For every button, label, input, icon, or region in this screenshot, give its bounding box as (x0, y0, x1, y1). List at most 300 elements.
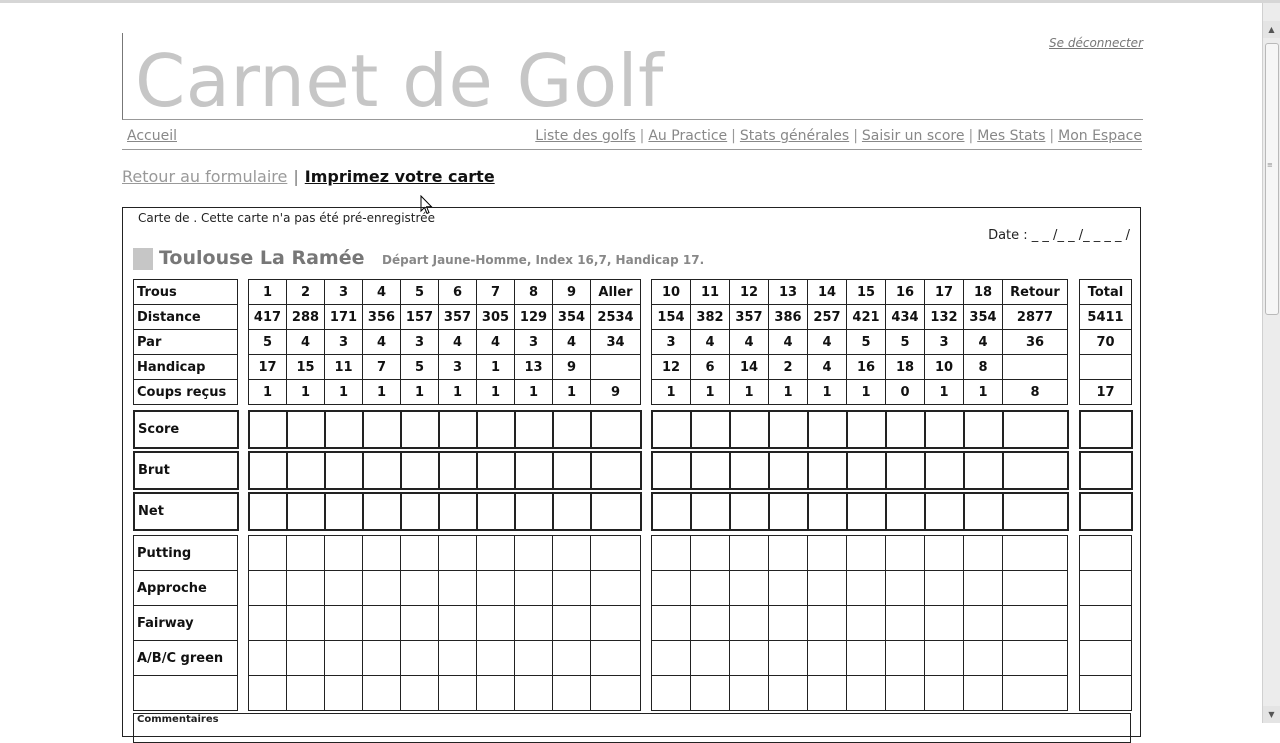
stat-cell[interactable] (363, 571, 401, 606)
entry-cell[interactable] (1003, 493, 1068, 530)
hole-cell: 5 (401, 355, 439, 380)
entry-row (134, 452, 238, 489)
stat-cell[interactable] (730, 641, 769, 676)
entry-cell[interactable] (1080, 411, 1132, 448)
stat-row (134, 571, 238, 606)
hole-cell: 4 (287, 330, 325, 355)
row-label: Approche (134, 571, 238, 606)
stat-cell[interactable] (925, 606, 964, 641)
entry-cell[interactable] (847, 452, 886, 489)
entry-cell[interactable] (287, 452, 325, 489)
info-row (1080, 305, 1132, 330)
hole-cell: 1 (439, 380, 477, 405)
stat-cell[interactable] (730, 571, 769, 606)
stat-cell[interactable] (325, 676, 363, 711)
stat-cell[interactable] (1080, 641, 1132, 676)
stat-cell[interactable] (363, 641, 401, 676)
stat-cell[interactable] (515, 676, 553, 711)
entry-cell[interactable] (401, 452, 439, 489)
stat-row (652, 571, 1068, 606)
stat-cell[interactable] (769, 571, 808, 606)
back-to-form-link[interactable]: Retour au formulaire (122, 167, 288, 186)
stat-cell[interactable] (515, 536, 553, 571)
stat-cell[interactable] (808, 571, 847, 606)
scrollbar-thumb[interactable] (1265, 43, 1279, 315)
stat-cell[interactable] (1003, 536, 1068, 571)
nav-golf-list[interactable]: Liste des golfs (535, 128, 636, 144)
stat-cell[interactable] (847, 641, 886, 676)
entry-cell[interactable] (515, 452, 553, 489)
entry-cell[interactable] (769, 452, 808, 489)
entry-cell[interactable] (401, 411, 439, 448)
hole-cell: 4 (808, 330, 847, 355)
stat-cell[interactable] (808, 641, 847, 676)
scorecard-table-label (133, 410, 239, 449)
entry-cell[interactable] (808, 411, 847, 448)
nav-home[interactable]: Accueil (127, 128, 177, 144)
stat-row (134, 641, 238, 676)
stat-cell[interactable] (730, 606, 769, 641)
stat-cell[interactable] (808, 536, 847, 571)
stat-cell[interactable] (925, 641, 964, 676)
info-row (134, 280, 238, 305)
hole-cell: 1 (691, 380, 730, 405)
stat-cell[interactable] (363, 606, 401, 641)
stat-cell[interactable] (325, 571, 363, 606)
entry-row (249, 452, 641, 489)
row-label: Coups reçus (134, 380, 238, 405)
entry-cell[interactable] (553, 452, 591, 489)
hole-cell: 5 (847, 330, 886, 355)
stat-cell[interactable] (553, 606, 591, 641)
entry-cell[interactable] (325, 411, 363, 448)
hole-cell: 2 (769, 355, 808, 380)
hole-cell: 157 (401, 305, 439, 330)
entry-cell[interactable] (249, 493, 287, 530)
entry-cell[interactable] (847, 493, 886, 530)
info-row (652, 305, 1068, 330)
stat-cell[interactable] (553, 536, 591, 571)
entry-cell[interactable] (1080, 452, 1132, 489)
stat-cell[interactable] (439, 676, 477, 711)
stat-cell[interactable] (886, 641, 925, 676)
entry-cell[interactable] (287, 493, 325, 530)
info-row (652, 355, 1068, 380)
scorecard-table-total (1079, 410, 1133, 449)
nav-links (535, 128, 1142, 144)
entry-cell[interactable] (363, 493, 401, 530)
hole-cell: 4 (691, 330, 730, 355)
stat-cell[interactable] (925, 676, 964, 711)
stat-cell[interactable] (363, 676, 401, 711)
stat-cell[interactable] (691, 571, 730, 606)
scorecard-table-back (651, 451, 1069, 490)
stat-cell[interactable] (287, 676, 325, 711)
stat-cell[interactable] (249, 536, 287, 571)
entry-cell[interactable] (964, 411, 1003, 448)
entry-cell[interactable] (691, 493, 730, 530)
stat-cell[interactable] (401, 676, 439, 711)
hole-cell: 4 (808, 355, 847, 380)
hole-cell: 305 (477, 305, 515, 330)
card-date: Date : _ _ /_ _ /_ _ _ _ / (988, 228, 1130, 243)
entry-cell[interactable] (964, 452, 1003, 489)
stat-cell[interactable] (964, 676, 1003, 711)
stat-cell[interactable] (325, 606, 363, 641)
entry-cell[interactable] (730, 411, 769, 448)
hole-cell: 288 (287, 305, 325, 330)
stat-cell[interactable] (363, 536, 401, 571)
entry-cell[interactable] (249, 452, 287, 489)
stat-cell[interactable] (652, 641, 691, 676)
stat-row (1080, 571, 1132, 606)
card-intro: Carte de . Cette carte n'a pas été pré-enregistrée (138, 211, 435, 225)
entry-cell[interactable] (477, 411, 515, 448)
entry-cell[interactable] (439, 411, 477, 448)
stat-cell[interactable] (691, 536, 730, 571)
entry-cell[interactable] (886, 452, 925, 489)
hole-cell: 7 (363, 355, 401, 380)
info-row (249, 355, 641, 380)
stat-cell[interactable] (847, 571, 886, 606)
entry-row (134, 411, 238, 448)
stat-cell[interactable] (287, 641, 325, 676)
entry-cell[interactable] (591, 493, 641, 530)
hole-cell: 1 (401, 380, 439, 405)
in-total-cell: 2877 (1003, 305, 1068, 330)
stat-cell[interactable] (477, 606, 515, 641)
info-row (652, 330, 1068, 355)
scorecard-table-total (1079, 451, 1133, 490)
entry-cell[interactable] (515, 493, 553, 530)
stat-row (134, 606, 238, 641)
hole-cell: 6 (439, 280, 477, 305)
out-total-cell: Aller (591, 280, 641, 305)
stat-cell[interactable] (591, 571, 641, 606)
stat-cell[interactable] (652, 536, 691, 571)
stat-cell[interactable] (925, 571, 964, 606)
entry-cell[interactable] (325, 493, 363, 530)
stat-cell[interactable] (439, 571, 477, 606)
entry-cell[interactable] (808, 452, 847, 489)
stat-cell[interactable] (553, 641, 591, 676)
entry-cell[interactable] (401, 493, 439, 530)
entry-row (1080, 411, 1132, 448)
stat-cell[interactable] (287, 606, 325, 641)
stat-cell[interactable] (439, 606, 477, 641)
scorecard-table-label (133, 535, 238, 711)
stat-row (652, 536, 1068, 571)
stat-cell[interactable] (553, 676, 591, 711)
nav-general-stats[interactable]: Stats générales (739, 128, 850, 144)
hole-cell: 3 (652, 330, 691, 355)
hole-cell: 16 (847, 355, 886, 380)
entry-cell[interactable] (591, 452, 641, 489)
stat-cell[interactable] (553, 571, 591, 606)
entry-cell[interactable] (652, 411, 691, 448)
entry-cell[interactable] (925, 452, 964, 489)
row-label: Handicap (134, 355, 238, 380)
in-total-cell (1003, 355, 1068, 380)
stat-cell[interactable] (847, 536, 886, 571)
scorecard-table-front (248, 492, 642, 531)
stat-cell[interactable] (886, 676, 925, 711)
stat-cell[interactable] (691, 606, 730, 641)
entry-cell[interactable] (591, 411, 641, 448)
scorecard-table-label (133, 492, 239, 531)
stat-cell[interactable] (808, 676, 847, 711)
stat-cell[interactable] (287, 571, 325, 606)
entry-cell[interactable] (691, 411, 730, 448)
info-row (1080, 330, 1132, 355)
hole-cell: 1 (363, 380, 401, 405)
entry-cell[interactable] (964, 493, 1003, 530)
entry-cell[interactable] (769, 493, 808, 530)
hole-cell: 257 (808, 305, 847, 330)
info-row (652, 380, 1068, 405)
stat-cell[interactable] (1003, 571, 1068, 606)
logout-link[interactable]: Se déconnecter (1049, 36, 1143, 50)
course-marker (133, 248, 153, 270)
hole-cell: 3 (401, 330, 439, 355)
stat-cell[interactable] (1080, 571, 1132, 606)
entry-cell[interactable] (439, 493, 477, 530)
stat-cell[interactable] (249, 641, 287, 676)
entry-row (134, 493, 238, 530)
hole-cell: 4 (553, 330, 591, 355)
stat-cell[interactable] (808, 606, 847, 641)
nav-separator: | (731, 128, 736, 144)
stat-row (249, 536, 641, 571)
info-row (249, 305, 641, 330)
hole-cell: 15 (847, 280, 886, 305)
entry-cell[interactable] (925, 411, 964, 448)
stat-cell[interactable] (249, 676, 287, 711)
browser-scrollbar[interactable] (1262, 3, 1280, 723)
entry-cell[interactable] (553, 411, 591, 448)
stat-cell[interactable] (964, 536, 1003, 571)
hole-cell: 13 (515, 355, 553, 380)
entry-cell[interactable] (925, 493, 964, 530)
scorecard-table-total (1079, 492, 1133, 531)
entry-cell[interactable] (287, 411, 325, 448)
entry-cell[interactable] (363, 452, 401, 489)
stat-cell[interactable] (886, 606, 925, 641)
entry-cell[interactable] (652, 493, 691, 530)
stat-cell[interactable] (515, 571, 553, 606)
hole-cell: 132 (925, 305, 964, 330)
hole-cell: 386 (769, 305, 808, 330)
stat-cell[interactable] (652, 606, 691, 641)
stat-cell[interactable] (886, 571, 925, 606)
hole-cell: 2 (287, 280, 325, 305)
stat-cell[interactable] (325, 641, 363, 676)
stat-cell[interactable] (691, 641, 730, 676)
stat-cell[interactable] (730, 676, 769, 711)
entry-cell[interactable] (553, 493, 591, 530)
hole-cell: 356 (363, 305, 401, 330)
hole-cell: 1 (808, 380, 847, 405)
hole-cell: 1 (249, 280, 287, 305)
info-row (249, 380, 641, 405)
info-row (134, 355, 238, 380)
stat-cell[interactable] (847, 676, 886, 711)
stat-cell[interactable] (1080, 536, 1132, 571)
stat-row (652, 606, 1068, 641)
entry-cell[interactable] (847, 411, 886, 448)
hole-cell: 421 (847, 305, 886, 330)
stat-cell[interactable] (287, 536, 325, 571)
hole-cell: 17 (925, 280, 964, 305)
hole-cell: 1 (925, 380, 964, 405)
stat-cell[interactable] (847, 606, 886, 641)
stat-cell[interactable] (691, 676, 730, 711)
scorecard-table-back (651, 410, 1069, 449)
entry-cell[interactable] (886, 493, 925, 530)
nav-practice[interactable]: Au Practice (648, 128, 728, 144)
entry-row (652, 493, 1068, 530)
scorecard-table-label (133, 451, 239, 490)
stat-cell[interactable] (591, 536, 641, 571)
entry-cell[interactable] (730, 493, 769, 530)
subnav-separator: | (293, 167, 299, 186)
stat-cell[interactable] (401, 606, 439, 641)
entry-cell[interactable] (652, 452, 691, 489)
stat-cell[interactable] (515, 641, 553, 676)
stat-cell[interactable] (769, 536, 808, 571)
out-total-cell: 2534 (591, 305, 641, 330)
stat-cell[interactable] (925, 536, 964, 571)
row-label: Putting (134, 536, 238, 571)
stat-cell[interactable] (439, 641, 477, 676)
scroll-down-icon[interactable]: ▼ (1263, 706, 1280, 723)
hole-cell: 1 (553, 380, 591, 405)
stat-cell[interactable] (477, 571, 515, 606)
stat-cell[interactable] (964, 606, 1003, 641)
site-title: Carnet de Golf (135, 39, 664, 123)
entry-cell[interactable] (249, 411, 287, 448)
scroll-grip-icon: ≡ (1267, 161, 1273, 169)
grand-total-cell: Total (1080, 280, 1132, 305)
grand-total-cell: 5411 (1080, 305, 1132, 330)
entry-cell[interactable] (439, 452, 477, 489)
hole-cell: 14 (730, 355, 769, 380)
stat-cell[interactable] (964, 641, 1003, 676)
stat-cell[interactable] (1080, 606, 1132, 641)
info-row (249, 330, 641, 355)
entry-row (249, 493, 641, 530)
hole-cell: 1 (515, 380, 553, 405)
entry-row (652, 411, 1068, 448)
stat-cell[interactable] (591, 676, 641, 711)
stat-cell[interactable] (886, 536, 925, 571)
stat-cell[interactable] (964, 571, 1003, 606)
stat-cell[interactable] (401, 641, 439, 676)
entry-cell[interactable] (1003, 411, 1068, 448)
stat-cell[interactable] (1003, 676, 1068, 711)
stat-cell[interactable] (1080, 676, 1132, 711)
hole-cell: 9 (553, 280, 591, 305)
hole-cell: 3 (325, 330, 363, 355)
stat-cell[interactable] (652, 571, 691, 606)
stat-cell[interactable] (730, 536, 769, 571)
hole-cell: 4 (730, 330, 769, 355)
stat-cell[interactable] (401, 536, 439, 571)
print-card-link[interactable]: Imprimez votre carte (304, 167, 495, 186)
in-total-cell: 8 (1003, 380, 1068, 405)
stat-cell[interactable] (439, 536, 477, 571)
stat-cell[interactable] (515, 606, 553, 641)
grand-total-cell: 70 (1080, 330, 1132, 355)
stat-cell[interactable] (1003, 606, 1068, 641)
comments-box: Commentaires (133, 713, 1131, 743)
stat-cell[interactable] (477, 641, 515, 676)
stat-cell[interactable] (591, 641, 641, 676)
stat-row (134, 676, 238, 711)
stat-cell[interactable] (249, 606, 287, 641)
row-label: Score (134, 411, 238, 448)
course-info: Départ Jaune-Homme, Index 16,7, Handicap 17. (382, 253, 705, 267)
stat-cell[interactable] (652, 676, 691, 711)
nav-enter-score[interactable]: Saisir un score (861, 128, 965, 144)
nav-my-stats[interactable]: Mes Stats (977, 128, 1046, 144)
entry-cell[interactable] (730, 452, 769, 489)
stat-cell[interactable] (477, 676, 515, 711)
hole-cell: 10 (925, 355, 964, 380)
entry-cell[interactable] (1003, 452, 1068, 489)
hole-cell: 4 (477, 330, 515, 355)
entry-cell[interactable] (808, 493, 847, 530)
stat-cell[interactable] (591, 606, 641, 641)
hole-cell: 17 (249, 355, 287, 380)
nav-my-space[interactable]: Mon Espace (1058, 128, 1142, 144)
stat-cell[interactable] (769, 676, 808, 711)
info-row (134, 330, 238, 355)
row-label: Trous (134, 280, 238, 305)
grand-total-cell (1080, 355, 1132, 380)
stat-cell[interactable] (769, 606, 808, 641)
hole-cell: 4 (363, 280, 401, 305)
stat-cell[interactable] (769, 641, 808, 676)
hole-cell: 18 (964, 280, 1003, 305)
entry-cell[interactable] (477, 493, 515, 530)
stat-cell[interactable] (325, 536, 363, 571)
hole-cell: 5 (249, 330, 287, 355)
hole-cell: 1 (769, 380, 808, 405)
main-nav (122, 127, 1142, 150)
stat-cell[interactable] (249, 571, 287, 606)
hole-cell: 10 (652, 280, 691, 305)
entry-cell[interactable] (325, 452, 363, 489)
scorecard-table-back (651, 492, 1069, 531)
hole-cell: 13 (769, 280, 808, 305)
entry-cell[interactable] (1080, 493, 1132, 530)
row-label: Fairway (134, 606, 238, 641)
stat-row (249, 641, 641, 676)
entry-cell[interactable] (515, 411, 553, 448)
scorecard-table-front (248, 279, 641, 405)
stat-cell[interactable] (477, 536, 515, 571)
hole-cell: 382 (691, 305, 730, 330)
entry-cell[interactable] (363, 411, 401, 448)
stat-cell[interactable] (1003, 641, 1068, 676)
entry-cell[interactable] (769, 411, 808, 448)
entry-cell[interactable] (886, 411, 925, 448)
entry-cell[interactable] (691, 452, 730, 489)
entry-cell[interactable] (477, 452, 515, 489)
stat-cell[interactable] (401, 571, 439, 606)
scroll-up-icon[interactable]: ▲ (1263, 21, 1280, 38)
